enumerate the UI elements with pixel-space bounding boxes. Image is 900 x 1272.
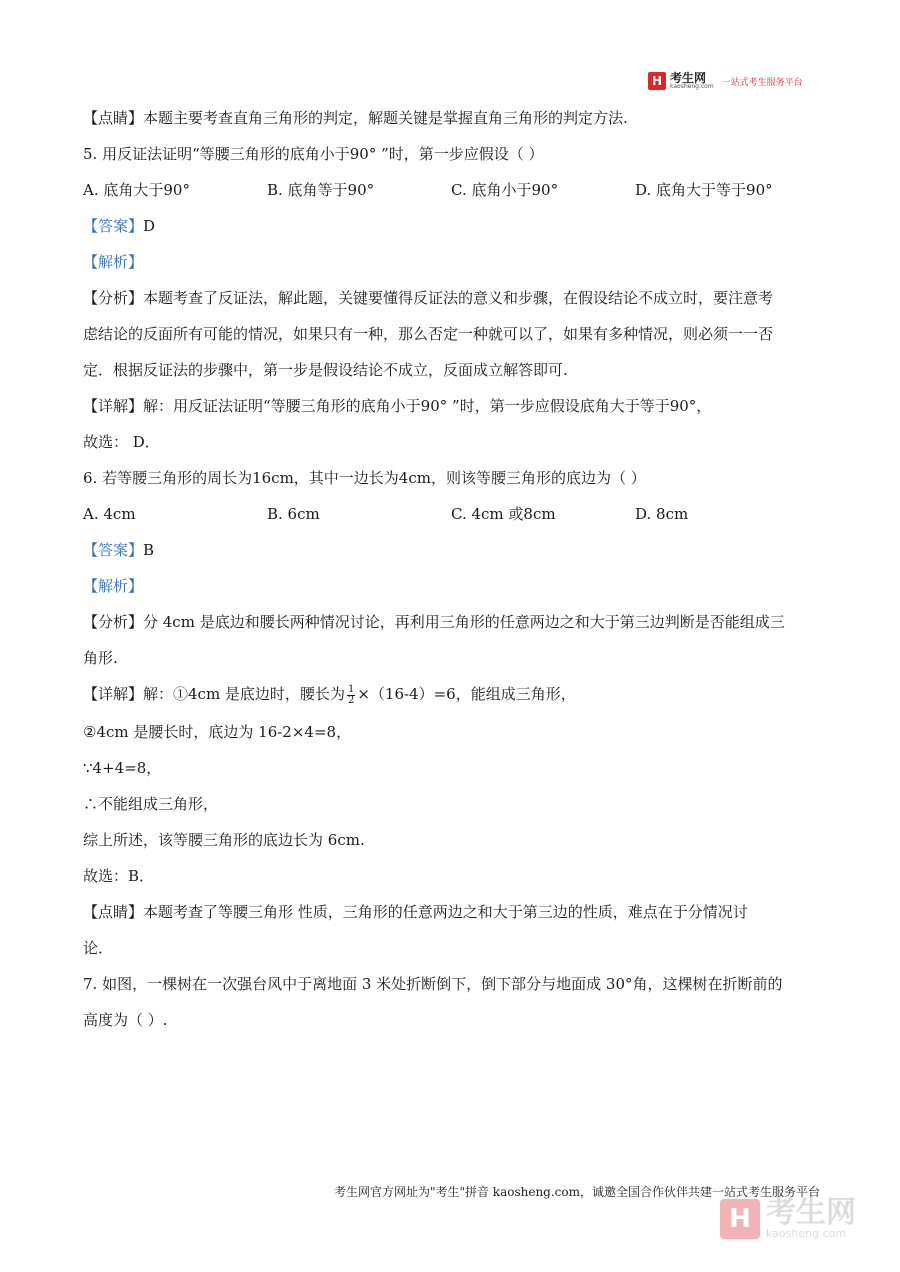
logo-icon: H [648,72,666,90]
q6-dianjing-1: 【点睛】本题考查了等腰三角形 性质，三角形的任意两边之和大于第三边的性质，难点在于分情况讨 [83,902,748,921]
q6-detail-3: ∵4+4=8， [83,758,162,777]
q6-answer [83,540,823,560]
q6-analysis-2: 角形. [83,649,118,667]
fraction-denominator: 2 [347,694,355,706]
q6-option-d: D. 8cm [635,505,689,523]
answer-tag: 【答案】 [83,541,144,559]
q6-detail-4: ∴不能组成三角形， [83,794,219,813]
document-body [83,108,823,1030]
q7-question-1: 7. 如图，一棵树在一次强台风中于离地面 3 米处折断倒下，倒下部分与地面成 30°角，这棵树在折断前的 [83,974,783,993]
q6-option-b: B. 6cm [267,505,320,523]
q5-answer-value: D [143,217,156,235]
fraction-half [347,685,355,706]
watermark-name: 考生网 [766,1195,856,1230]
q6-answer-value: B [143,541,155,559]
logo-text [670,72,714,90]
logo-slogan: 一站式考生服务平台 [721,77,803,88]
q6-detail-1b: ×（16-4）=6，能组成三角形， [357,685,576,703]
q6-dianjing-2: 论． [83,938,114,957]
q5-option-d: D. 底角大于等于90° [635,181,773,199]
q6-option-a: A. 4cm [83,505,136,523]
q5-choose: 故选： D． [83,433,160,451]
q6-jiexi-tag: 【解析】 [83,577,144,595]
watermark-logo-icon: H [720,1199,760,1239]
q6-choose: 故选：B． [83,866,155,885]
q6-analysis-1: 【分析】分 4cm 是底边和腰长两种情况讨论，再利用三角形的任意两边之和大于第三边判断是否能组成三 [83,613,785,631]
q5-option-a: A. 底角大于90° [83,181,190,199]
q5-analysis-3: 定．根据反证法的步骤中，第一步是假设结论不成立，反面成立解答即可. [83,361,568,379]
q6-question: 6. 若等腰三角形的周长为16cm，其中一边长为4cm，则该等腰三角形的底边为（ ） [83,469,646,487]
logo-domain: kaosheng.com [670,83,714,90]
q5-option-b: B. 底角等于90° [267,181,375,199]
q5-question: 5. 用反证法证明“等腰三角形的底角小于90° ”时，第一步应假设（ ） [83,145,544,163]
q5-detail: 【详解】解：用反证法证明“等腰三角形的底角小于90° ”时，第一步应假设底角大于等于90°， [83,397,712,415]
q5-jiexi-tag: 【解析】 [83,253,144,271]
header-logo [648,72,803,90]
q6-detail-5: 综上所述，该等腰三角形的底边长为 6cm. [83,830,365,849]
watermark-text [766,1195,856,1240]
watermark-domain: kaosheng.com [766,1227,847,1240]
q6-detail-2: ②4cm 是腰长时，底边为 16-2×4=8， [83,722,352,741]
q6-detail-1a: 【详解】解：①4cm 是底边时，腰长为 [83,685,345,703]
q7-question-2: 高度为（ ）. [83,1010,168,1029]
logo-name: 考生网 [670,71,707,85]
q5-option-c: C. 底角小于90° [451,181,559,199]
q6-detail-1 [83,684,823,706]
fraction-numerator: 1 [347,683,355,695]
q5-analysis-2: 虑结论的反面所有可能的情况，如果只有一种，那么否定一种就可以了，如果有多种情况，则必须一一否 [83,325,774,343]
q5-options [83,180,823,200]
footer-text: 考生网官方网址为"考生"拼音 kaosheng.com，诚邀全国合作伙伴共建一站式考生服务平台 [333,1185,820,1199]
q6-options [83,504,823,524]
q5-answer [83,216,823,236]
q6-option-c: C. 4cm 或8cm [451,505,556,523]
answer-tag: 【答案】 [83,217,144,235]
watermark [720,1195,856,1240]
q4-dianjing: 【点睛】本题主要考查直角三角形的判定，解题关键是掌握直角三角形的判定方法. [83,109,628,127]
q5-analysis-1: 【分析】本题考查了反证法，解此题，关键要懂得反证法的意义和步骤，在假设结论不成立时，要注意考 [83,289,774,307]
